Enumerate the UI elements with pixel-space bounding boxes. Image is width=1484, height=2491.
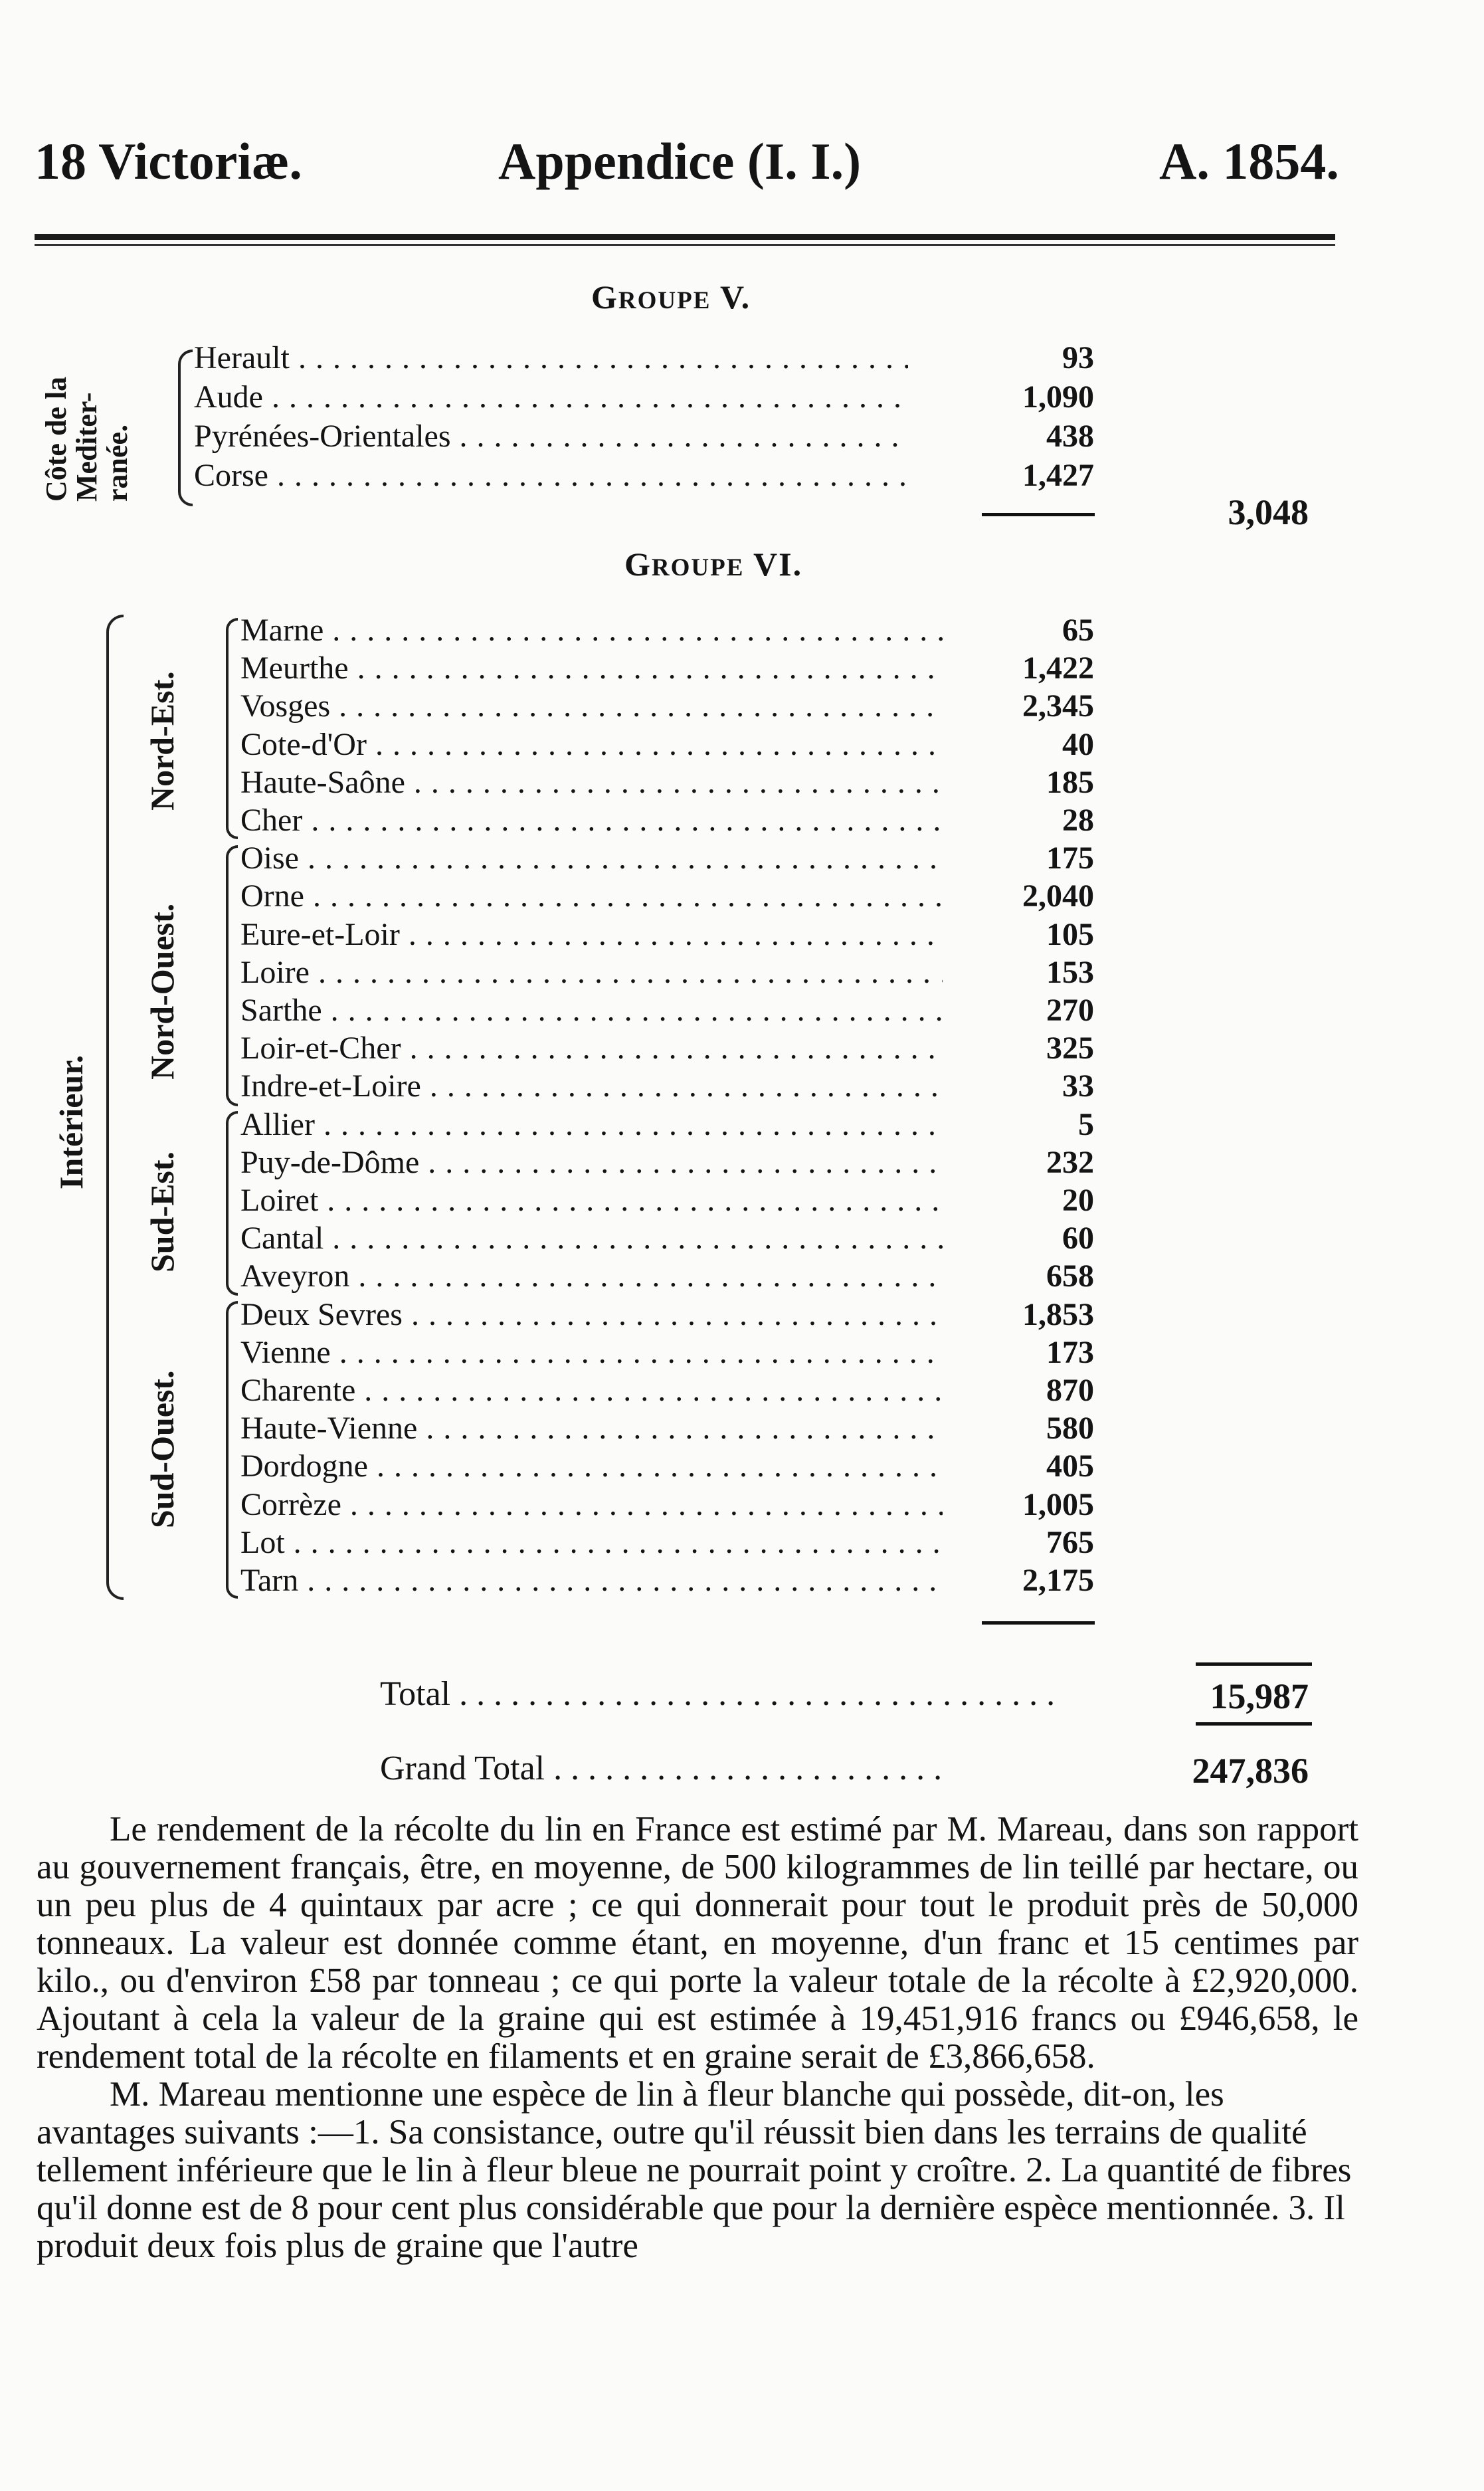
brace-groupe-v	[178, 349, 193, 506]
department-name: Meurthe . . .	[240, 649, 955, 687]
groupe-vi-row	[240, 1524, 1094, 1561]
groupe-vi-row	[240, 1561, 1094, 1599]
header-rule-thin	[35, 244, 1335, 246]
department-value: 33	[943, 1067, 1094, 1105]
groupe-vi-row	[240, 1067, 1094, 1105]
groupe-vi-title-rest: ROUPE	[651, 554, 745, 581]
department-name: Eure-et-Loir . . .	[240, 916, 955, 953]
groupe-vi-row	[240, 726, 1094, 763]
department-name: Vosges . . .	[240, 687, 955, 725]
header-left: 18 Victoriæ.	[35, 132, 302, 190]
groupe-vi-row	[240, 953, 1094, 991]
department-name: Charente . . .	[240, 1371, 955, 1409]
groupe-v-row	[194, 339, 1094, 377]
department-name: Cote-d'Or . . .	[240, 726, 955, 763]
groupe-vi-sum-rule	[982, 1621, 1095, 1625]
department-value: 438	[943, 417, 1094, 455]
groupe-v-row	[194, 456, 1094, 494]
subregion-label-sud-ouest: Sud-Ouest.	[143, 1370, 181, 1528]
region-label-interieur: Intérieur.	[52, 1054, 90, 1189]
department-name: Cher . . .	[240, 801, 955, 839]
header-rule	[35, 234, 1335, 240]
department-name: Corrèze . . .	[240, 1486, 955, 1524]
paragraph-rendement: Le rendement de la récolte du lin en France est estimé par M. Mareau, dans son rapport au gouvernement français, être, en moyenne, de 500 kilogrammes de lin teillé par hectare, ou un peu plus de 4 quintaux par acre ; ce qui donnerait pour tout le produit près de 50,000 tonneaux. La valeur est donnée comme étant, en moyenne, d'un franc et 15 centimes par kilo., ou d'environ £58 par tonneau ; ce qui porte la valeur totale de la récolte à £2,920,000. Ajoutant à cela la valeur de la graine qui est estimée à 19,451,916 francs ou £946,658, le rendement total de la récolte en filaments et en graine serait de £3,866,658.	[37, 1810, 1358, 2076]
department-value: 40	[943, 726, 1094, 763]
groupe-vi-row	[240, 991, 1094, 1029]
subregion-label-nord-ouest: Nord-Ouest.	[143, 903, 181, 1080]
groupe-vi-row	[240, 877, 1094, 915]
department-name: Dordogne . . .	[240, 1447, 955, 1485]
subregion-label-sud-est: Sud-Est.	[143, 1151, 181, 1272]
brace-nord-ouest	[226, 845, 238, 1106]
department-value: 325	[943, 1029, 1094, 1067]
header-right: A. 1854.	[1159, 132, 1339, 190]
groupe-v-row	[194, 378, 1094, 416]
department-name: Haute-Vienne . . .	[240, 1409, 955, 1447]
department-value: 5	[943, 1106, 1094, 1144]
groupe-v-title	[591, 278, 751, 316]
department-value: 232	[943, 1144, 1094, 1181]
groupe-vi-row	[240, 1447, 1094, 1485]
groupe-v-row	[194, 417, 1094, 455]
department-value: 580	[943, 1409, 1094, 1447]
header-center: Appendice (I. I.)	[498, 132, 862, 190]
paragraph-lin-blanc: M. Mareau mentionne une espèce de lin à fleur blanche qui possède, dit-on, les avantages suivants :—1. Sa consistance, outre qu'il réussit bien dans les terrains de qualité tellement inférieure que le lin à fleur bleue ne pourrait point y croître. 2. La quantité de fibres qu'il donne est de 8 pour cent plus considérable que pour la dernière espèce mentionnée. 3. Il produit deux fois plus de graine que l'autre	[37, 2075, 1352, 2265]
brace-nord-est	[226, 618, 238, 839]
department-value: 1,427	[943, 456, 1094, 494]
groupe-vi-row	[240, 687, 1094, 725]
department-value: 405	[943, 1447, 1094, 1485]
groupe-vi-row	[240, 1029, 1094, 1067]
department-name: Indre-et-Loire . . .	[240, 1067, 955, 1105]
department-name: Vienne . . .	[240, 1334, 955, 1371]
department-value: 93	[943, 339, 1094, 377]
department-name: Marne . . .	[240, 611, 955, 649]
department-name: Orne . . .	[240, 877, 955, 915]
total-value: 15,987	[1210, 1676, 1309, 1716]
department-value: 1,005	[943, 1486, 1094, 1524]
groupe-vi-row	[240, 1106, 1094, 1144]
groupe-v-title-number: V.	[720, 278, 751, 316]
department-value: 20	[943, 1181, 1094, 1219]
department-value: 2,345	[943, 687, 1094, 725]
department-name: Corse . . .	[194, 456, 908, 494]
groupe-vi-row	[240, 916, 1094, 953]
department-value: 270	[943, 991, 1094, 1029]
department-value: 870	[943, 1371, 1094, 1409]
department-value: 658	[943, 1257, 1094, 1295]
department-name: Pyrénées-Orientales . . .	[194, 417, 908, 455]
brace-sud-est	[226, 1111, 238, 1296]
groupe-vi-row	[240, 1371, 1094, 1409]
department-value: 2,040	[943, 877, 1094, 915]
department-value: 2,175	[943, 1561, 1094, 1599]
department-value: 28	[943, 801, 1094, 839]
groupe-vi-row	[240, 1296, 1094, 1334]
groupe-vi-row	[240, 1257, 1094, 1295]
total-top-rule	[1196, 1662, 1312, 1666]
department-name: Herault . . .	[194, 339, 908, 377]
total-label-text: Total	[380, 1675, 451, 1713]
groupe-v-title-initial: G	[591, 278, 618, 316]
groupe-vi-row	[240, 839, 1094, 877]
department-name: Tarn . . .	[240, 1561, 955, 1599]
total-bottom-rule	[1196, 1722, 1312, 1726]
brace-sud-ouest	[226, 1301, 238, 1599]
groupe-vi-row	[240, 1334, 1094, 1371]
department-name: Loire . . .	[240, 953, 955, 991]
department-value: 1,090	[943, 378, 1094, 416]
total-label: Total . . . . . . . . . . . . . . . . . . . . . . . . . . . . . . . . . . .	[380, 1675, 1056, 1713]
department-value: 185	[943, 763, 1094, 801]
department-value: 153	[943, 953, 1094, 991]
groupe-vi-row	[240, 1409, 1094, 1447]
grand-total-value: 247,836	[1192, 1751, 1309, 1791]
department-name: Lot . . .	[240, 1524, 955, 1561]
department-value: 175	[943, 839, 1094, 877]
department-name: Loir-et-Cher . . .	[240, 1029, 955, 1067]
department-name: Deux Sevres . . .	[240, 1296, 955, 1334]
department-value: 1,853	[943, 1296, 1094, 1334]
groupe-vi-row	[240, 801, 1094, 839]
department-value: 105	[943, 916, 1094, 953]
groupe-vi-row	[240, 763, 1094, 801]
department-name: Puy-de-Dôme . . .	[240, 1144, 955, 1181]
department-value: 65	[943, 611, 1094, 649]
department-value: 173	[943, 1334, 1094, 1371]
department-name: Loiret . . .	[240, 1181, 955, 1219]
groupe-vi-row	[240, 1181, 1094, 1219]
department-name: Cantal . . .	[240, 1219, 955, 1257]
groupe-v-subtotal: 3,048	[1228, 492, 1309, 532]
department-name: Allier . . .	[240, 1106, 955, 1144]
groupe-vi-title-initial: G	[624, 546, 652, 583]
groupe-vi-row	[240, 1219, 1094, 1257]
department-name: Oise . . .	[240, 839, 955, 877]
region-label-mediterranee: Côte de la Mediter-ranée.	[40, 376, 134, 502]
department-name: Aude . . .	[194, 378, 908, 416]
subregion-label-nord-est: Nord-Est.	[143, 671, 181, 811]
department-value: 60	[943, 1219, 1094, 1257]
groupe-vi-row	[240, 611, 1094, 649]
department-name: Aveyron . . .	[240, 1257, 955, 1295]
groupe-v-sum-rule	[982, 513, 1095, 516]
department-name: Sarthe . . .	[240, 991, 955, 1029]
groupe-vi-title	[624, 545, 802, 583]
department-value: 1,422	[943, 649, 1094, 687]
department-name: Haute-Saône . . .	[240, 763, 955, 801]
groupe-vi-row	[240, 1144, 1094, 1181]
body-text	[37, 1811, 1358, 2265]
brace-interieur	[106, 615, 124, 1600]
groupe-vi-row	[240, 1486, 1094, 1524]
department-value: 765	[943, 1524, 1094, 1561]
groupe-vi-title-number: VI.	[753, 546, 803, 583]
groupe-v-title-rest: ROUPE	[618, 287, 711, 314]
groupe-vi-row	[240, 649, 1094, 687]
grand-total-label: Grand Total . . . . . . . . . . . . . . . . . . . . . . .	[380, 1749, 943, 1787]
grand-total-label-text: Grand Total	[380, 1749, 545, 1787]
